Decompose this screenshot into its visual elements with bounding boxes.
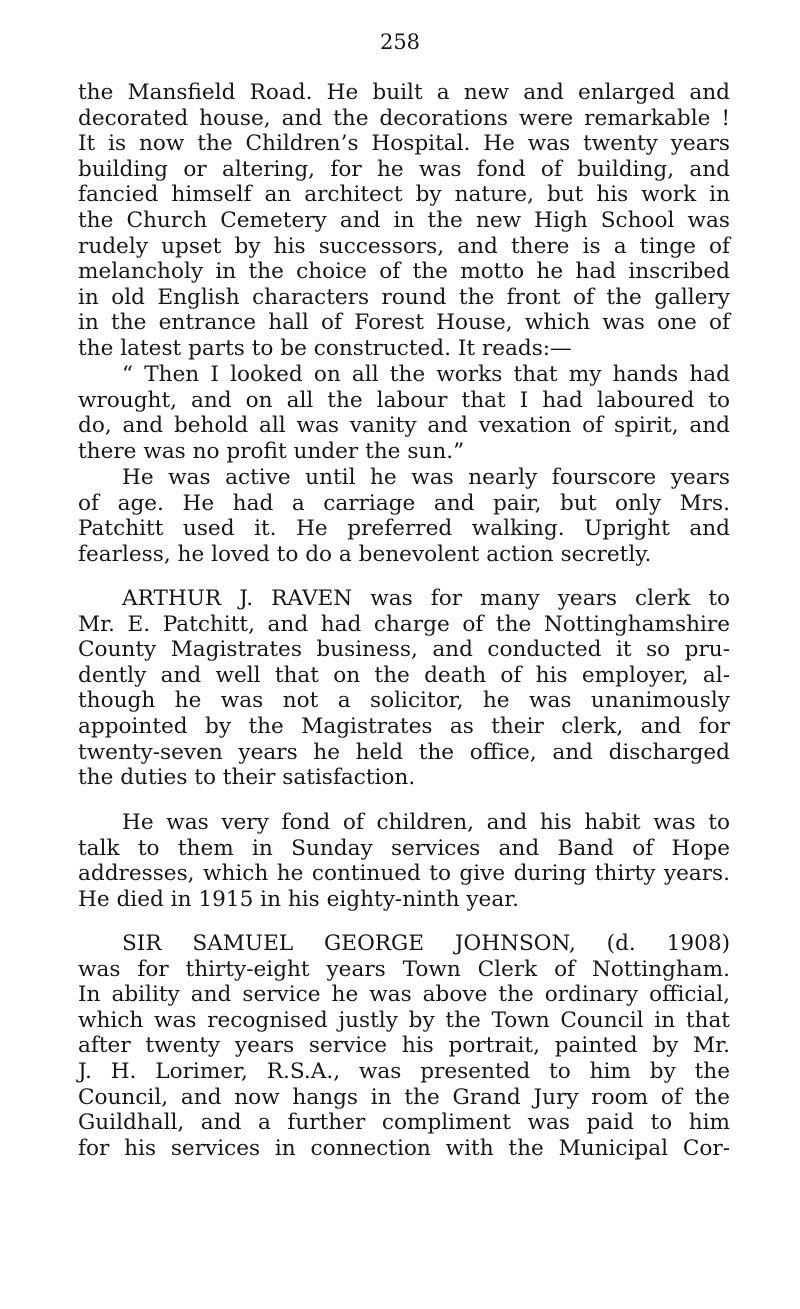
paragraph-forest-house [78, 80, 730, 362]
text-line: talk to them in Sunday services and Band of Hope [78, 835, 730, 861]
text-line: “ Then I looked on all the works that my hands had [122, 362, 730, 387]
text-line: fancied himself an architect by nature, but his work in [78, 182, 730, 208]
text-line: building or altering, for he was fond of building, and [78, 156, 730, 182]
text-line: Council, and now hangs in the Grand Jury room of the [78, 1084, 730, 1110]
text-line: County Magistrates business, and conducted it so pru- [78, 637, 730, 663]
text-line: which was recognised justly by the Town Council in that [78, 1007, 730, 1033]
paragraph-active-until [78, 465, 730, 567]
text-line: It is now the Children’s Hospital. He was twenty years [78, 131, 730, 157]
text-line: the Church Cemetery and in the new High School was [78, 207, 730, 233]
text-line: appointed by the Magistrates as their clerk, and for [78, 713, 730, 739]
text-line: in the entrance hall of Forest House, which was one of [78, 310, 730, 336]
text-line: in old English characters round the front of the gallery [78, 284, 730, 310]
text-line: J. H. Lorimer, R.S.A., was presented to him by the [78, 1058, 730, 1084]
text-line: for his services in connection with the Municipal Cor- [78, 1135, 730, 1161]
text-line: rudely upset by his successors, and there is a tinge of [78, 233, 730, 259]
text-line: after twenty years service his portrait, painted by Mr. [78, 1033, 730, 1059]
text-line: Mr. E. Patchitt, and had charge of the Nottinghamshire [78, 611, 730, 637]
paragraph-motto-quote [78, 362, 730, 464]
text-line: Patchitt used it. He preferred walking. Upright and [78, 516, 730, 542]
text-line: though he was not a solicitor, he was unanimously [78, 688, 730, 714]
page-number: 258 [379, 30, 421, 54]
text-line: ARTHUR J. RAVEN was for many years clerk to [122, 586, 730, 611]
text-line: the latest parts to be constructed. It reads:— [78, 335, 572, 361]
text-line: was for thirty-eight years Town Clerk of Nottingham. [78, 956, 730, 982]
text-line: the duties to their satisfaction. [78, 765, 416, 791]
paragraph-samuel-johnson [78, 931, 730, 1161]
text-line: He was very fond of children, and his habit was to [122, 810, 730, 835]
text-line: fearless, he loved to do a benevolent action secretly. [78, 541, 652, 567]
text-line: the Mansfield Road. He built a new and enlarged and [78, 80, 730, 105]
paragraph-arthur-raven [78, 586, 730, 791]
text-line: In ability and service he was above the ordinary official, [78, 982, 730, 1008]
text-line: of age. He had a carriage and pair, but only Mrs. [78, 490, 730, 516]
text-line: dently and well that on the death of his employer, al- [78, 662, 730, 688]
text-line: twenty-seven years he held the office, and discharged [78, 739, 730, 765]
text-line: wrought, and on all the labour that I had laboured to [78, 387, 730, 413]
text-line: decorated house, and the decorations were remarkable ! [78, 105, 730, 131]
text-line: there was no profit under the sun.” [78, 438, 465, 464]
text-line: He died in 1915 in his eighty-ninth year. [78, 886, 520, 912]
text-line: addresses, which he continued to give during thirty years. [78, 861, 730, 887]
text-line: He was active until he was nearly fourscore years [122, 465, 730, 490]
text-line: do, and behold all was vanity and vexation of spirit, and [78, 413, 730, 439]
text-line: melancholy in the choice of the motto he had inscribed [78, 259, 730, 285]
text-line: SIR SAMUEL GEORGE JOHNSON, (d. 1908) [122, 931, 730, 956]
text-line: Guildhall, and a further compliment was paid to him [78, 1110, 730, 1136]
paragraph-fond-of-children [78, 810, 730, 912]
